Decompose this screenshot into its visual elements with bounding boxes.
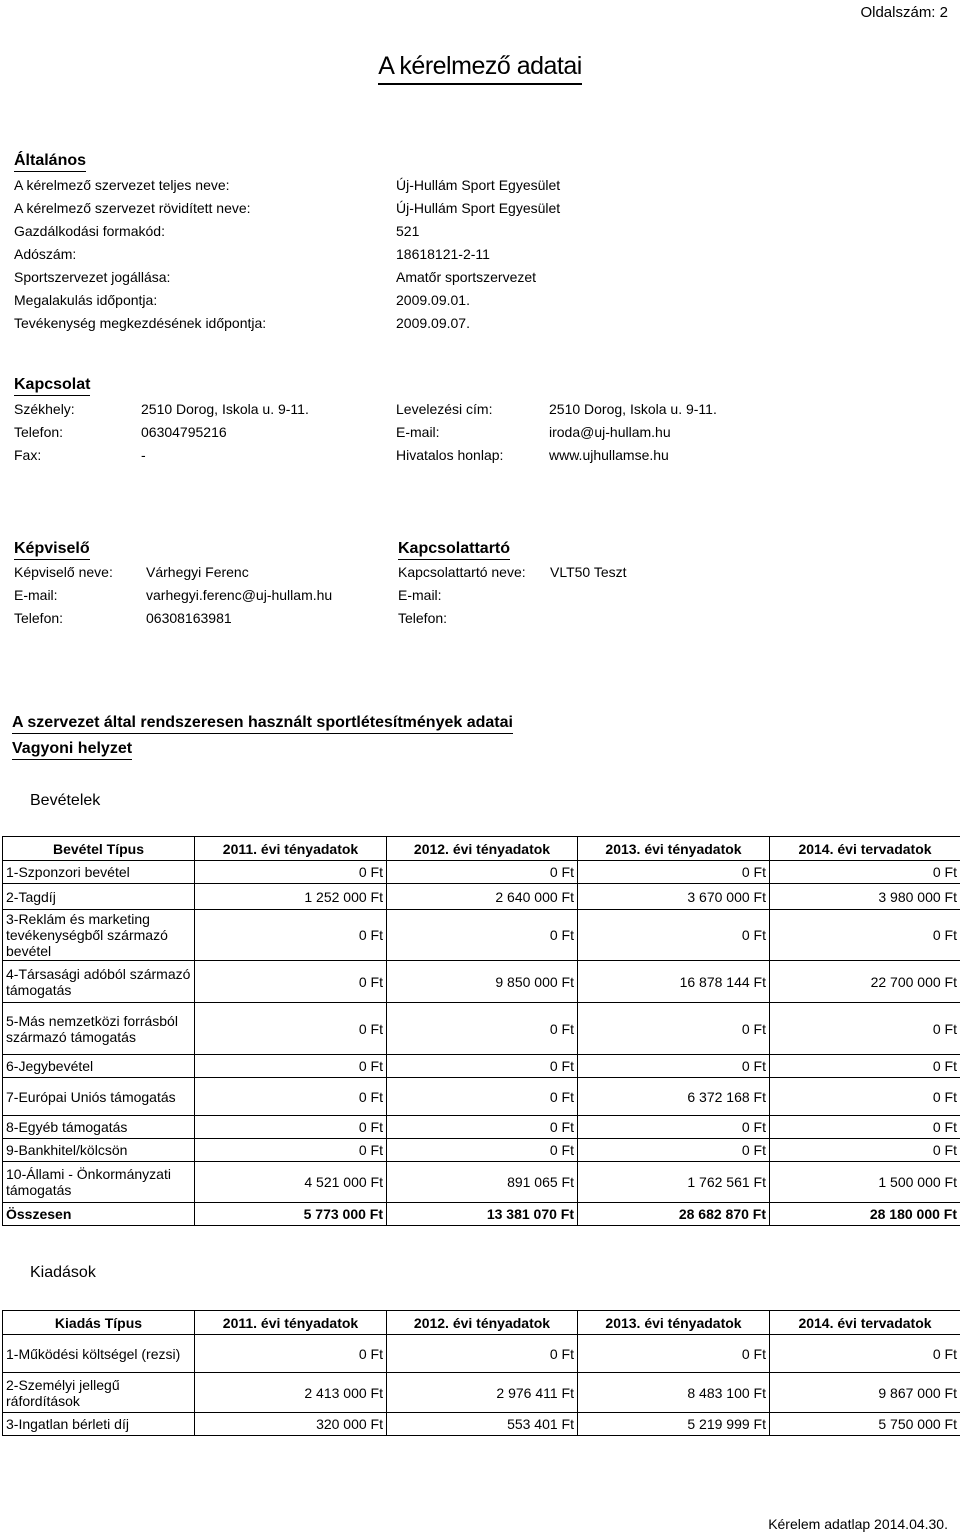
row-value: 0 Ft [578,910,770,961]
column-header: 2011. évi tényadatok [195,1311,387,1335]
row-value: 0 Ft [770,861,960,884]
table-row [3,1162,960,1203]
total-value: 28 682 870 Ft [578,1203,770,1226]
total-label: Összesen [3,1203,195,1226]
table-row [3,1139,960,1162]
contact-person-label: Kapcsolattartó neve: [398,564,526,580]
row-value: 1 500 000 Ft [770,1162,960,1203]
contact-person-label: Telefon: [398,610,448,626]
contact-person-label: E-mail: [398,587,442,603]
row-value: 0 Ft [387,1003,578,1055]
row-category: 3-Reklám és marketing tevékenységből származó bevétel [3,910,195,961]
row-value: 0 Ft [387,1116,578,1139]
row-value: 0 Ft [578,1003,770,1055]
row-value: 0 Ft [195,1003,387,1055]
row-value: 0 Ft [195,1116,387,1139]
row-category: 5-Más nemzetközi forrásból származó támogatás [3,1003,195,1055]
row-value: 9 850 000 Ft [387,961,578,1003]
row-value: 0 Ft [770,1003,960,1055]
row-value: 8 483 100 Ft [578,1373,770,1413]
table-row [3,1116,960,1139]
column-header: 2012. évi tényadatok [387,1311,578,1335]
general-label: Gazdálkodási formakód: [14,223,165,239]
contact-value: 2510 Dorog, Iskola u. 9-11. [141,401,309,417]
general-label: Sportszervezet jogállása: [14,269,171,285]
representative-label: E-mail: [14,587,58,603]
page-number: Oldalszám: 2 [860,4,948,21]
row-value: 5 219 999 Ft [578,1413,770,1436]
row-value: 4 521 000 Ft [195,1162,387,1203]
row-value: 0 Ft [387,1139,578,1162]
column-header: Kiadás Típus [3,1311,195,1335]
total-value: 5 773 000 Ft [195,1203,387,1226]
general-value: 521 [396,223,420,239]
representative-value: Várhegyi Ferenc [146,564,249,580]
contact-value: 2510 Dorog, Iskola u. 9-11. [549,401,717,417]
row-value: 0 Ft [195,910,387,961]
row-value: 2 413 000 Ft [195,1373,387,1413]
representative-label: Képviselő neve: [14,564,113,580]
row-value: 3 670 000 Ft [578,884,770,910]
row-value: 0 Ft [578,1055,770,1078]
column-header: 2014. évi tervadatok [770,1311,960,1335]
row-category: 1-Szponzori bevétel [3,861,195,884]
table-row [3,1055,960,1078]
row-value: 0 Ft [578,1139,770,1162]
table-row [3,961,960,1003]
row-value: 0 Ft [195,1139,387,1162]
general-label: Tevékenység megkezdésének időpontja: [14,315,267,331]
row-category: 2-Tagdíj [3,884,195,910]
row-value: 16 878 144 Ft [578,961,770,1003]
row-value: 0 Ft [387,1055,578,1078]
table-row [3,910,960,961]
row-value: 22 700 000 Ft [770,961,960,1003]
footer-text: Kérelem adatlap 2014.04.30. [768,1516,948,1532]
row-value: 0 Ft [195,1335,387,1373]
general-label: Megalakulás időpontja: [14,292,158,308]
general-value: Amatőr sportszervezet [396,269,537,285]
expenses-heading: Kiadások [30,1264,96,1281]
column-header: Bevétel Típus [3,837,195,861]
representative-label: Telefon: [14,610,64,626]
row-value: 1 252 000 Ft [195,884,387,910]
table-row [3,861,960,884]
contact-label: Fax: [14,447,42,463]
column-header: 2013. évi tényadatok [578,837,770,861]
row-value: 2 640 000 Ft [387,884,578,910]
row-category: 7-Európai Uniós támogatás [3,1078,195,1116]
general-label: A kérelmező szervezet teljes neve: [14,177,230,193]
total-value: 13 381 070 Ft [387,1203,578,1226]
row-value: 891 065 Ft [387,1162,578,1203]
row-value: 0 Ft [770,1335,960,1373]
contact-person-value: VLT50 Teszt [550,564,627,580]
row-category: 3-Ingatlan bérleti díj [3,1413,195,1436]
row-category: 6-Jegybevétel [3,1055,195,1078]
row-value: 3 980 000 Ft [770,884,960,910]
table-row [3,1003,960,1055]
total-value: 28 180 000 Ft [770,1203,960,1226]
row-category: 9-Bankhitel/kölcsön [3,1139,195,1162]
table-row [3,1335,960,1373]
row-value: 6 372 168 Ft [578,1078,770,1116]
general-label: A kérelmező szervezet rövidített neve: [14,200,251,216]
table-row [3,884,960,910]
contact-heading: Kapcsolat [14,376,90,394]
general-value: Új-Hullám Sport Egyesület [396,177,561,193]
contact-value: iroda@uj-hullam.hu [549,424,671,440]
contact-value: 06304795216 [141,424,227,440]
row-value: 0 Ft [387,1078,578,1116]
table-row [3,1373,960,1413]
table-row [3,1078,960,1116]
row-value: 2 976 411 Ft [387,1373,578,1413]
expenses-table [2,1310,960,1436]
general-value: Új-Hullám Sport Egyesület [396,200,561,216]
contact-value: - [141,447,146,463]
table-row [3,1413,960,1436]
row-value: 5 750 000 Ft [770,1413,960,1436]
column-header: 2014. évi tervadatok [770,837,960,861]
row-value: 320 000 Ft [195,1413,387,1436]
row-value: 0 Ft [387,1335,578,1373]
contact-label: Telefon: [14,424,64,440]
facilities-heading: A szervezet által rendszeresen használt sportlétesítmények adatai [12,714,513,732]
contact-value: www.ujhullamse.hu [549,447,669,463]
contact-person-heading: Kapcsolattartó [398,540,510,558]
general-heading: Általános [14,152,86,170]
row-value: 0 Ft [195,861,387,884]
row-value: 0 Ft [770,1139,960,1162]
representative-heading: Képviselő [14,540,90,558]
column-header: 2013. évi tényadatok [578,1311,770,1335]
row-value: 0 Ft [578,1116,770,1139]
income-heading: Bevételek [30,792,101,809]
column-header: 2011. évi tényadatok [195,837,387,861]
contact-label: E-mail: [396,424,440,440]
contact-label: Hivatalos honlap: [396,447,504,463]
representative-value: 06308163981 [146,610,232,626]
row-value: 1 762 561 Ft [578,1162,770,1203]
row-value: 0 Ft [578,861,770,884]
contact-label: Székhely: [14,401,75,417]
row-value: 0 Ft [770,1055,960,1078]
row-value: 0 Ft [195,1055,387,1078]
column-header: 2012. évi tényadatok [387,837,578,861]
total-row [3,1203,960,1226]
row-category: 4-Társasági adóból származó támogatás [3,961,195,1003]
row-value: 553 401 Ft [387,1413,578,1436]
general-value: 2009.09.01. [396,292,470,308]
row-value: 0 Ft [195,1078,387,1116]
income-table [2,836,960,1226]
row-category: 10-Állami - Önkormányzati támogatás [3,1162,195,1203]
row-value: 0 Ft [770,910,960,961]
row-category: 2-Személyi jellegű ráfordítások [3,1373,195,1413]
row-value: 0 Ft [578,1335,770,1373]
general-value: 18618121-2-11 [396,246,490,262]
general-label: Adószám: [14,246,77,262]
general-value: 2009.09.07. [396,315,470,331]
page-title: A kérelmező adatai [0,52,960,81]
row-value: 0 Ft [195,961,387,1003]
contact-label: Levelezési cím: [396,401,493,417]
row-category: 1-Működési költségel (rezsi) [3,1335,195,1373]
row-value: 0 Ft [387,910,578,961]
row-category: 8-Egyéb támogatás [3,1116,195,1139]
row-value: 9 867 000 Ft [770,1373,960,1413]
row-value: 0 Ft [770,1116,960,1139]
row-value: 0 Ft [770,1078,960,1116]
row-value: 0 Ft [387,861,578,884]
assets-heading: Vagyoni helyzet [12,740,132,758]
representative-value: varhegyi.ferenc@uj-hullam.hu [146,587,333,603]
